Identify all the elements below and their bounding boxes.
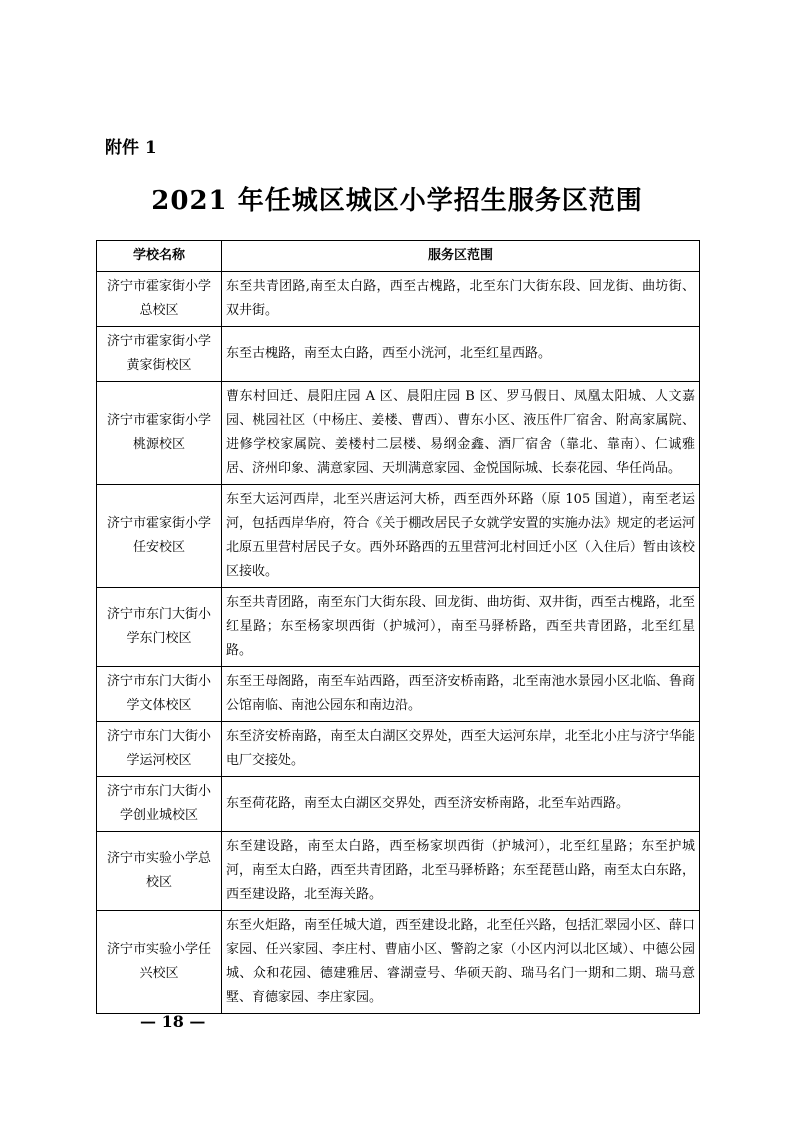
service-range: 东至荷花路，南至太白湖区交界处，西至济安桥南路，北至车站西路。 <box>222 777 700 832</box>
service-range: 东至共青团路，南至东门大街东段、回龙街、曲坊街、双井街，西至古槐路，北至红星路；东至杨家坝西街（护城河），南至马驿桥路，西至共青团路，北至红星路。 <box>222 588 700 667</box>
school-name: 济宁市东门大街小学文体校区 <box>97 667 222 722</box>
table-row <box>97 722 700 777</box>
table-row <box>97 911 700 1014</box>
service-range: 曹东村回迁、晨阳庄园 A 区、晨阳庄园 B 区、罗马假日、凤凰太阳城、人文嘉园、桃园社区（中杨庄、姜楼、曹西）、曹东小区、液压件厂宿舍、附高家属院、进修学校家属院、姜楼村二层楼、易纲金鑫、酒厂宿舍（靠北、靠南）、仁诚雅居、济州印象、满意家园、天圳满意家园、金悦国际城、长泰花园、华任尚品。 <box>222 382 700 485</box>
table-row <box>97 485 700 588</box>
service-range: 东至大运河西岸，北至兴唐运河大桥，西至西外环路（原 105 国道），南至老运河，包括西岸华府，符合《关于棚改居民子女就学安置的实施办法》规定的老运河北原五里营村居民子女。西外环路西的五里营河北村回迁小区（入住后）暂由该校区接收。 <box>222 485 700 588</box>
attachment-label: 附件 1 <box>105 138 157 158</box>
service-range: 东至济安桥南路，南至太白湖区交界处，西至大运河东岸，北至北小庄与济宁华能电厂交接处。 <box>222 722 700 777</box>
service-range: 东至建设路，南至太白路，西至杨家坝西街（护城河），北至红星路；东至护城河，南至太白路，西至共青团路，北至马驿桥路；东至琵琶山路，南至太白东路，西至建设路，北至海关路。 <box>222 832 700 911</box>
service-range: 东至共青团路,南至太白路，西至古槐路，北至东门大街东段、回龙街、曲坊街、双井街。 <box>222 272 700 327</box>
school-name: 济宁市霍家街小学黄家街校区 <box>97 327 222 382</box>
table-header-row <box>97 241 700 272</box>
service-range: 东至火炬路，南至任城大道，西至建设北路，北至任兴路，包括汇翠园小区、薛口家园、任兴家园、李庄村、曹庙小区、警韵之家（小区内河以北区域）、中德公园城、众和花园、德建雅居、睿湖壹号、华硕天韵、瑞马名门一期和二期、瑞马意墅、育德家园、李庄家园。 <box>222 911 700 1014</box>
table-row <box>97 327 700 382</box>
school-name: 济宁市东门大街小学运河校区 <box>97 722 222 777</box>
school-name: 济宁市实验小学总校区 <box>97 832 222 911</box>
document-title: 2021 年任城区城区小学招生服务区范围 <box>151 186 643 216</box>
header-service-range: 服务区范围 <box>222 241 700 272</box>
table-row <box>97 382 700 485</box>
table-row <box>97 832 700 911</box>
page-number: — 18 — <box>140 1012 206 1031</box>
school-name: 济宁市东门大街小学东门校区 <box>97 588 222 667</box>
school-name: 济宁市实验小学任兴校区 <box>97 911 222 1014</box>
table-row <box>97 272 700 327</box>
service-area-table <box>96 240 700 1014</box>
table-row <box>97 667 700 722</box>
table-row <box>97 777 700 832</box>
school-name: 济宁市东门大街小学创业城校区 <box>97 777 222 832</box>
service-range: 东至王母阁路，南至车站西路，西至济安桥南路，北至南池水景园小区北临、鲁商公馆南临、南池公园东和南边沿。 <box>222 667 700 722</box>
header-school-name: 学校名称 <box>97 241 222 272</box>
school-name: 济宁市霍家街小学桃源校区 <box>97 382 222 485</box>
service-range: 东至古槐路，南至太白路，西至小洸河，北至红星西路。 <box>222 327 700 382</box>
school-name: 济宁市霍家街小学总校区 <box>97 272 222 327</box>
table-row <box>97 588 700 667</box>
school-name: 济宁市霍家街小学任安校区 <box>97 485 222 588</box>
